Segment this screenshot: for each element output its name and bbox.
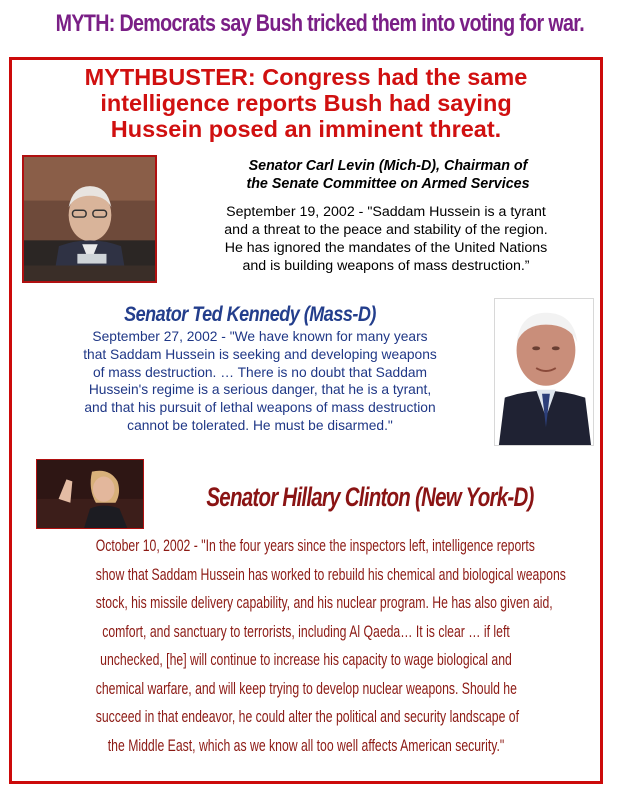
kennedy-quote-line: September 27, 2002 - "We have known for many years — [92, 329, 428, 344]
clinton-photo — [36, 459, 144, 529]
kennedy-quote — [26, 328, 494, 435]
clinton-quote — [14, 532, 598, 760]
mythbuster-line: Hussein posed an imminent threat. — [110, 116, 502, 142]
senator-photo-icon — [37, 460, 143, 528]
levin-quote-line: and is building weapons of mass destruction.” — [242, 258, 530, 274]
senator-photo-icon — [495, 299, 593, 445]
clinton-quote-line: chemical warfare, and will keep trying to develop nuclear weapons. Should he — [95, 678, 517, 698]
clinton-title: Senator Hillary Clinton (New York-D) — [206, 482, 534, 512]
myth-headline: MYTH: Democrats say Bush tricked them into voting for war. — [55, 10, 585, 37]
levin-title — [178, 157, 598, 193]
clinton-quote-line: show that Saddam Hussein has worked to rebuild his chemical and biological weapons — [95, 564, 566, 584]
mythbuster-line: MYTHBUSTER: Congress had the same — [84, 64, 528, 90]
kennedy-quote-line: and that his pursuit of lethal weapons of mass destruction — [84, 400, 436, 416]
clinton-quote-line: unchecked, [he] will continue to increase his capacity to wage biological and — [100, 650, 512, 669]
kennedy-title: Senator Ted Kennedy (Mass-D) — [124, 303, 376, 326]
clinton-quote-line: succeed in that endeavor, he could alter the political and security landscape of — [95, 707, 519, 726]
clinton-quote-line: comfort, and sanctuary to terrorists, including Al Qaeda… It is clear … if left — [102, 621, 510, 641]
levin-title-line: Senator Carl Levin (Mich-D), Chairman of — [248, 158, 528, 174]
levin-quote-line: He has ignored the mandates of the United Nations — [224, 240, 548, 256]
levin-quote-line: September 19, 2002 - "Saddam Hussein is a tyrant — [226, 204, 546, 220]
kennedy-quote-line: cannot be tolerated. He must be disarmed." — [127, 417, 393, 433]
kennedy-quote-line: that Saddam Hussein is seeking and developing weapons — [83, 346, 437, 362]
levin-quote — [172, 203, 600, 275]
clinton-quote-line: stock, his missile delivery capability, and his nuclear program. He has also given aid, — [95, 593, 553, 612]
clinton-quote-line: October 10, 2002 - "In the four years since the inspectors left, intelligence reports — [95, 536, 535, 555]
senator-photo-icon — [24, 157, 155, 281]
mythbuster-line: intelligence reports Bush had saying — [100, 90, 512, 116]
kennedy-quote-line: of mass destruction. … There is no doubt that Saddam — [92, 364, 428, 380]
levin-photo — [22, 155, 157, 283]
clinton-quote-line: the Middle East, which as we know all too well affects American security." — [107, 735, 505, 755]
levin-title-line: the Senate Committee on Armed Services — [246, 176, 530, 192]
levin-quote-line: and a threat to the peace and stability of the region. — [224, 222, 548, 238]
kennedy-photo — [494, 298, 594, 446]
kennedy-quote-line: Hussein's regime is a serious danger, that he is a tyrant, — [88, 382, 432, 398]
mythbuster-headline — [9, 64, 603, 142]
